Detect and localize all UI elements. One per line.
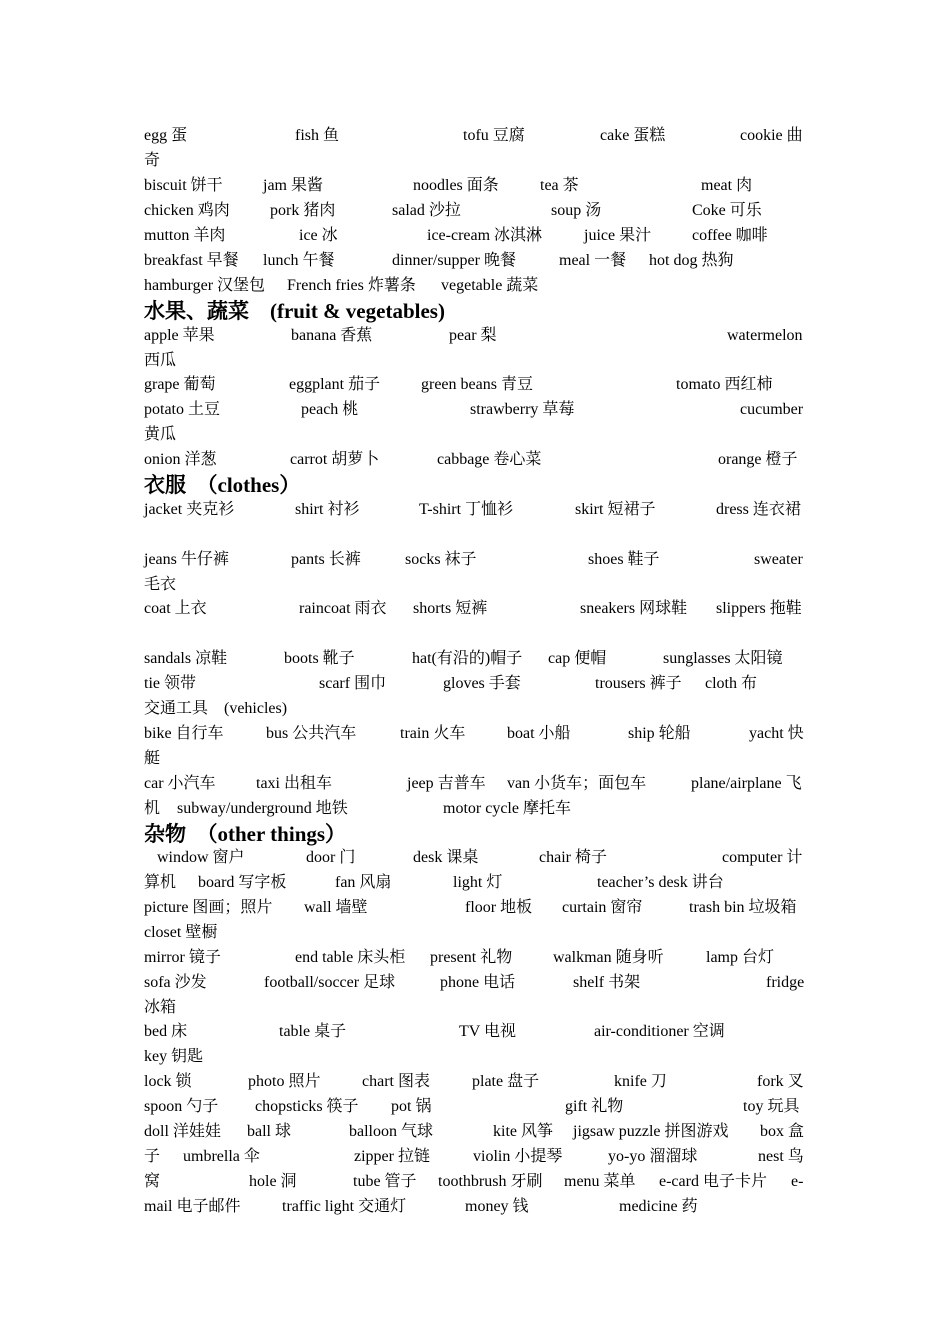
- vocab-word: sweater: [754, 551, 803, 568]
- vocab-word: umbrella 伞: [183, 1148, 260, 1165]
- vocab-word: hot dog 热狗: [649, 252, 734, 269]
- vocab-word: taxi 出租车: [256, 775, 332, 792]
- vocab-line: [0, 1170, 950, 1194]
- vocab-word: juice 果汁: [584, 227, 652, 244]
- vocab-word: skirt 短裙子: [575, 501, 656, 518]
- section-heading: 杂物 （other things）: [144, 822, 347, 846]
- vocab-word: 毛衣: [144, 576, 177, 593]
- vocab-word: fridge: [766, 974, 805, 991]
- vocab-word: onion 洋葱: [144, 451, 217, 468]
- vocab-word: hamburger 汉堡包: [144, 277, 266, 294]
- vocab-word: breakfast 早餐: [144, 252, 239, 269]
- vocab-word: hole 洞: [249, 1173, 297, 1190]
- vocab-word: jam 果酱: [263, 177, 323, 194]
- vocab-word: money 钱: [465, 1198, 529, 1215]
- vocab-word: cookie 曲: [740, 127, 803, 144]
- vocab-line: [0, 1095, 950, 1119]
- vocab-word: walkman 随身听: [553, 949, 664, 966]
- vocab-word: 奇: [144, 152, 161, 169]
- vocab-word: violin 小提琴: [473, 1148, 563, 1165]
- vocab-word: fan 风扇: [335, 874, 392, 891]
- vocab-word: tomato 西红柿: [676, 376, 773, 393]
- vocab-line: [0, 149, 950, 173]
- vocab-word: 冰箱: [144, 999, 177, 1016]
- vocab-word: watermelon: [727, 327, 803, 344]
- vocab-word: lamp 台灯: [706, 949, 774, 966]
- vocab-word: cap 便帽: [548, 650, 607, 667]
- vocab-word: orange 橙子: [718, 451, 798, 468]
- vocab-line: [0, 423, 950, 447]
- vocab-word: scarf 围巾: [319, 675, 387, 692]
- section-heading: 衣服 （clothes）: [144, 473, 301, 497]
- vocab-word: bed 床: [144, 1023, 188, 1040]
- vocab-line: [0, 324, 950, 348]
- vocab-word: shorts 短裤: [413, 600, 488, 617]
- vocab-word: bike 自行车: [144, 725, 224, 742]
- vocab-word: air-conditioner 空调: [594, 1023, 725, 1040]
- vocab-word: 艇: [144, 750, 161, 767]
- vocab-word: e-: [791, 1173, 804, 1190]
- vocab-word: zipper 拉链: [354, 1148, 430, 1165]
- vocab-word: pants 长裤: [291, 551, 361, 568]
- vocab-word: gloves 手套: [443, 675, 521, 692]
- vocab-word: mirror 镜子: [144, 949, 221, 966]
- vocab-word: ship 轮船: [628, 725, 691, 742]
- vocab-word: meal 一餐: [559, 252, 627, 269]
- vocab-word: phone 电话: [440, 974, 516, 991]
- vocab-word: French fries 炸薯条: [287, 277, 416, 294]
- vocab-line: [0, 672, 950, 696]
- vocab-word: e-card 电子卡片: [659, 1173, 767, 1190]
- vocab-word: biscuit 饼干: [144, 177, 223, 194]
- vocab-line: [0, 996, 950, 1020]
- vocab-word: trousers 裤子: [595, 675, 682, 692]
- vocab-line: [0, 722, 950, 746]
- vocab-line: [0, 498, 950, 522]
- vocab-word: medicine 药: [619, 1198, 698, 1215]
- vocab-word: carrot 胡萝卜: [290, 451, 380, 468]
- vocab-word: hat(有沿的)帽子: [412, 650, 523, 667]
- vocab-word: 西瓜: [144, 352, 177, 369]
- vocab-word: cucumber: [740, 401, 804, 418]
- vocab-word: key 钥匙: [144, 1048, 204, 1065]
- vocab-line: [0, 548, 950, 572]
- vocab-word: peach 桃: [301, 401, 359, 418]
- vocab-word: jacket 夹克衫: [144, 501, 235, 518]
- vocab-word: gift 礼物: [565, 1098, 624, 1115]
- vocab-word: tofu 豆腐: [463, 127, 525, 144]
- section-heading: 水果、蔬菜 (fruit & vegetables): [144, 299, 445, 323]
- vocab-word: sandals 凉鞋: [144, 650, 228, 667]
- vocab-word: sunglasses 太阳镜: [663, 650, 783, 667]
- vocab-word: Coke 可乐: [692, 202, 762, 219]
- vocab-word: subway/underground 地铁: [177, 800, 348, 817]
- vocab-word: soup 汤: [551, 202, 602, 219]
- vocab-word: green beans 青豆: [421, 376, 533, 393]
- vocab-line: [0, 1070, 950, 1094]
- vocab-word: apple 苹果: [144, 327, 215, 344]
- vocab-word: football/soccer 足球: [264, 974, 396, 991]
- vocab-word: picture 图画；照片: [144, 899, 273, 916]
- vocab-word: slippers 拖鞋: [716, 600, 802, 617]
- vocab-line: [0, 1195, 950, 1219]
- vocab-line: [0, 772, 950, 796]
- vocab-word: banana 香蕉: [291, 327, 373, 344]
- vocab-word: salad 沙拉: [392, 202, 461, 219]
- vocab-word: coat 上衣: [144, 600, 207, 617]
- vocab-word: train 火车: [400, 725, 466, 742]
- vocab-word: yacht 快: [749, 725, 804, 742]
- vocab-word: jeep 吉普车: [407, 775, 486, 792]
- vocab-word: grape 葡萄: [144, 376, 216, 393]
- section-heading-clothes: [0, 472, 950, 496]
- vocab-word: teacher’s desk 讲台: [597, 874, 724, 891]
- vocab-word: yo-yo 溜溜球: [608, 1148, 698, 1165]
- vocab-word: floor 地板: [465, 899, 533, 916]
- vocab-word: vegetable 蔬菜: [441, 277, 539, 294]
- vocab-line: [0, 846, 950, 870]
- vocab-word: 窝: [144, 1173, 161, 1190]
- vocab-word: door 门: [306, 849, 356, 866]
- section-heading-fruit: [0, 298, 950, 322]
- vocab-word: potato 土豆: [144, 401, 220, 418]
- vocab-word: raincoat 雨衣: [299, 600, 387, 617]
- vocab-word: tea 茶: [540, 177, 579, 194]
- vocab-word: 算机: [144, 874, 177, 891]
- vocab-word: balloon 气球: [349, 1123, 433, 1140]
- vocab-line: [0, 199, 950, 223]
- vocab-word: tube 管子: [353, 1173, 417, 1190]
- vocab-word: toothbrush 牙刷: [438, 1173, 543, 1190]
- vocab-line: [0, 946, 950, 970]
- vocab-word: socks 袜子: [405, 551, 477, 568]
- vocab-word: lock 锁: [144, 1073, 192, 1090]
- vocab-word: noodles 面条: [413, 177, 499, 194]
- vocab-word: jigsaw puzzle 拼图游戏: [573, 1123, 729, 1140]
- vocab-word: plate 盘子: [472, 1073, 540, 1090]
- vocab-line: [0, 647, 950, 671]
- vocab-word: doll 洋娃娃: [144, 1123, 221, 1140]
- vocab-word: lunch 午餐: [263, 252, 335, 269]
- vocab-word: 子: [144, 1148, 161, 1165]
- vocab-line: [0, 597, 950, 621]
- vocab-word: chair 椅子: [539, 849, 607, 866]
- vocab-line: [0, 174, 950, 198]
- vocab-word: car 小汽车: [144, 775, 216, 792]
- vocab-word: menu 菜单: [564, 1173, 636, 1190]
- vocab-word: T-shirt 丁恤衫: [419, 501, 514, 518]
- vocab-line: [0, 1145, 950, 1169]
- vocab-line: [0, 871, 950, 895]
- vocab-word: photo 照片: [248, 1073, 321, 1090]
- vocab-word: plane/airplane 飞: [691, 775, 802, 792]
- vocab-word: computer 计: [722, 849, 803, 866]
- vocab-line: [0, 573, 950, 597]
- vocab-word: curtain 窗帘: [562, 899, 643, 916]
- vocab-line: [0, 896, 950, 920]
- vocab-word: fish 鱼: [295, 127, 340, 144]
- vocab-word: trash bin 垃圾箱: [689, 899, 797, 916]
- vocab-word: desk 课桌: [413, 849, 479, 866]
- vocab-line: [0, 349, 950, 373]
- vocab-line: [0, 274, 950, 298]
- vocab-word: ball 球: [247, 1123, 291, 1140]
- vocab-word: chicken 鸡肉: [144, 202, 230, 219]
- vocab-line: [0, 1045, 950, 1069]
- vocab-line: [0, 797, 950, 821]
- vocab-word: spoon 勺子: [144, 1098, 219, 1115]
- vocab-word: meat 肉: [701, 177, 753, 194]
- vocab-word: strawberry 草莓: [470, 401, 575, 418]
- vocab-line: [0, 124, 950, 148]
- vocab-word: chart 图表: [362, 1073, 430, 1090]
- vocab-line: [0, 1020, 950, 1044]
- vocab-word: boots 靴子: [284, 650, 355, 667]
- vocab-line: [0, 448, 950, 472]
- vocab-word: board 写字板: [198, 874, 287, 891]
- vocab-word: wall 墙壁: [304, 899, 368, 916]
- vocab-word: mail 电子邮件: [144, 1198, 241, 1215]
- vocab-word: window 窗户: [157, 849, 245, 866]
- vocab-word: bus 公共汽车: [266, 725, 357, 742]
- vocab-word: traffic light 交通灯: [282, 1198, 407, 1215]
- vocab-line: [0, 398, 950, 422]
- vocab-word: knife 刀: [614, 1073, 667, 1090]
- vocab-line: [0, 921, 950, 945]
- vocab-word: closet 壁橱: [144, 924, 218, 941]
- vocab-line: [0, 747, 950, 771]
- vocab-word: toy 玩具: [743, 1098, 800, 1115]
- vocab-word: van 小货车；面包车: [507, 775, 647, 792]
- vocab-word: 黄瓜: [144, 426, 177, 443]
- vocab-word: dress 连衣裙: [716, 501, 801, 518]
- vocab-word: eggplant 茄子: [289, 376, 381, 393]
- vocab-word: cloth 布: [705, 675, 757, 692]
- vocab-word: table 桌子: [279, 1023, 347, 1040]
- vocab-word: boat 小船: [507, 725, 571, 742]
- vocab-line: [0, 224, 950, 248]
- vocab-word: jeans 牛仔裤: [144, 551, 229, 568]
- vocab-word: shoes 鞋子: [588, 551, 660, 568]
- vocab-word: present 礼物: [430, 949, 513, 966]
- vocab-word: shirt 衬衫: [295, 501, 360, 518]
- vocab-word: chopsticks 筷子: [255, 1098, 359, 1115]
- vocab-word: cake 蛋糕: [600, 127, 666, 144]
- vocab-word: pork 猪肉: [270, 202, 336, 219]
- vocab-line: [0, 971, 950, 995]
- vocab-word: dinner/supper 晚餐: [392, 252, 516, 269]
- vocab-word: motor cycle 摩托车: [443, 800, 571, 817]
- vocab-line: [0, 249, 950, 273]
- vocab-word: pot 锅: [391, 1098, 432, 1115]
- vocab-word: pear 梨: [449, 327, 497, 344]
- vocab-word: end table 床头柜: [295, 949, 406, 966]
- vocab-word: box 盒: [760, 1123, 805, 1140]
- vocab-word: egg 蛋: [144, 127, 188, 144]
- vocab-word: shelf 书架: [573, 974, 641, 991]
- vocab-line: [0, 373, 950, 397]
- section-heading-other: [0, 821, 950, 845]
- vocab-line: [0, 1120, 950, 1144]
- vocab-word: sneakers 网球鞋: [580, 600, 688, 617]
- vocab-word: mutton 羊肉: [144, 227, 226, 244]
- vocab-word: coffee 咖啡: [692, 227, 768, 244]
- section-heading-vehicles: [0, 697, 950, 721]
- vocab-word: 机: [144, 800, 161, 817]
- section-heading: 交通工具 (vehicles): [144, 700, 288, 717]
- vocab-word: ice-cream 冰淇淋: [427, 227, 543, 244]
- vocab-word: light 灯: [453, 874, 503, 891]
- vocab-word: nest 鸟: [758, 1148, 804, 1165]
- vocab-word: cabbage 卷心菜: [437, 451, 542, 468]
- vocab-word: sofa 沙发: [144, 974, 207, 991]
- vocab-word: tie 领带: [144, 675, 196, 692]
- vocab-word: fork 叉: [757, 1073, 804, 1090]
- vocab-word: ice 冰: [299, 227, 338, 244]
- vocab-word: TV 电视: [459, 1023, 517, 1040]
- vocab-word: kite 风筝: [493, 1123, 553, 1140]
